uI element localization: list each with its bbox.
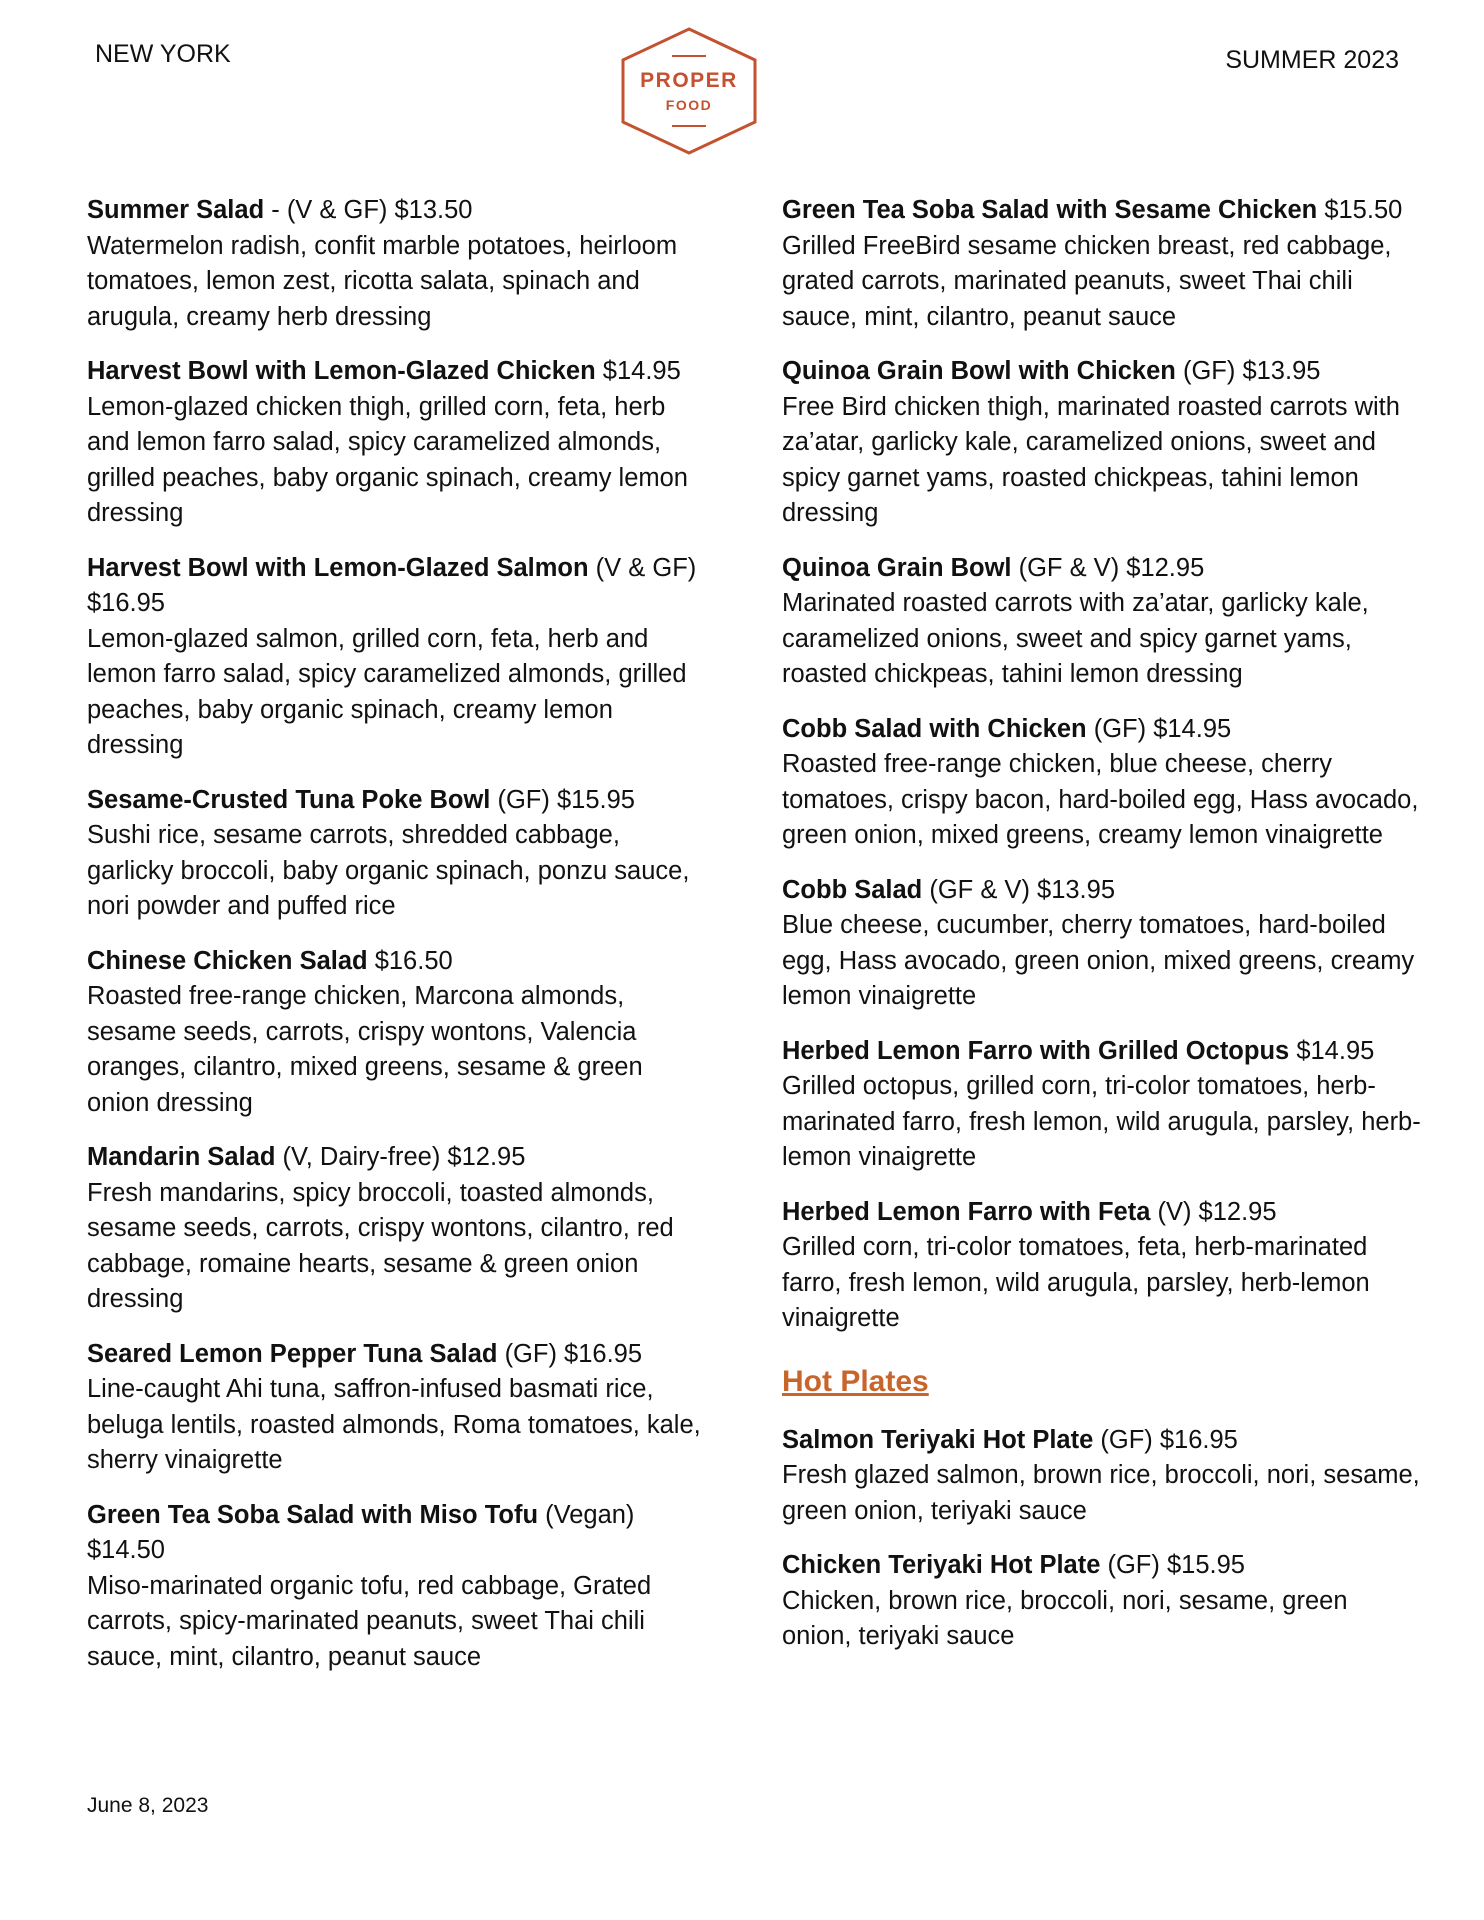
menu-item-name: Quinoa Grain Bowl xyxy=(782,553,1012,582)
menu-item-description: Grilled corn, tri-color tomatoes, feta, herb-marinated farro, fresh lemon, wild arugula, parsley, herb-lemon vinaigrette xyxy=(782,1233,1370,1332)
menu-item-price: (GF) $13.95 xyxy=(1175,357,1321,385)
menu-item-name: Cobb Salad xyxy=(782,875,923,904)
proper-food-logo xyxy=(618,26,760,156)
menu-item xyxy=(87,944,712,1122)
menu-item xyxy=(87,1140,712,1318)
menu-item-name: Summer Salad xyxy=(87,196,265,224)
menu-item xyxy=(87,551,712,764)
menu-item-price: $14.95 xyxy=(1289,1036,1375,1065)
menu-date: June 8, 2023 xyxy=(87,1794,209,1817)
menu-item-description: Fresh glazed salmon, brown rice, broccoli, nori, sesame, green onion, teriyaki sauce xyxy=(782,1461,1420,1525)
menu-item-description: Lemon-glazed chicken thigh, grilled corn, feta, herb and lemon farro salad, spicy caramelized almonds, grilled peaches, baby organic spinach, creamy lemon dressing xyxy=(87,392,688,527)
menu-item-name: Cobb Salad with Chicken xyxy=(782,714,1087,743)
menu-item xyxy=(782,873,1422,1015)
menu-column-left xyxy=(87,193,712,1694)
menu-item xyxy=(782,1195,1422,1337)
menu-item-description: Grilled octopus, grilled corn, tri-color tomatoes, herb-marinated farro, fresh lemon, wild arugula, parsley, herb-lemon vinaigrette xyxy=(782,1072,1421,1171)
menu-item xyxy=(782,1423,1422,1530)
menu-item-description: Free Bird chicken thigh, marinated roasted carrots with za’atar, garlicky kale, caramelized onions, sweet and spicy garnet yams, roasted chickpeas, tahini lemon dressing xyxy=(782,392,1400,527)
menu-item xyxy=(782,193,1422,335)
location-label: NEW YORK xyxy=(95,40,231,68)
hot-plates-list xyxy=(782,1423,1422,1655)
menu-item-price: $14.95 xyxy=(595,357,681,385)
menu-item-name: Seared Lemon Pepper Tuna Salad xyxy=(87,1339,498,1368)
menu-item xyxy=(87,193,712,335)
menu-item-name: Herbed Lemon Farro with Grilled Octopus xyxy=(782,1036,1290,1065)
menu-item-name: Quinoa Grain Bowl with Chicken xyxy=(782,357,1176,385)
menu-item-price: $16.50 xyxy=(367,946,453,975)
menu-item-description: Roasted free-range chicken, blue cheese, cherry tomatoes, crispy bacon, hard-boiled egg, Hass avocado, green onion, mixed greens, creamy lemon vinaigrette xyxy=(782,750,1419,849)
menu-item-price: (GF & V) $13.95 xyxy=(922,875,1116,904)
menu-item-description: Chicken, brown rice, broccoli, nori, sesame, green onion, teriyaki sauce xyxy=(782,1586,1348,1650)
menu-item xyxy=(782,1548,1422,1655)
menu-item-price: (GF) $16.95 xyxy=(497,1339,643,1368)
menu-item-description: Lemon-glazed salmon, grilled corn, feta, herb and lemon farro salad, spicy caramelized almonds, grilled peaches, baby organic spinach, creamy lemon dressing xyxy=(87,624,687,759)
menu-item-price: (V) $12.95 xyxy=(1150,1197,1277,1226)
menu-item-price: (GF) $15.95 xyxy=(1100,1551,1245,1579)
menu-item-price: (Vegan) $14.50 xyxy=(87,1500,635,1564)
menu-item-price: (GF) $16.95 xyxy=(1093,1425,1238,1454)
menu-item xyxy=(87,1498,712,1676)
logo-word-food: FOOD xyxy=(665,97,713,113)
menu-item xyxy=(782,551,1422,693)
menu-item-description: Sushi rice, sesame carrots, shredded cabbage, garlicky broccoli, baby organic spinach, ponzu sauce, nori powder and puffed rice xyxy=(87,821,690,920)
menu-item-price: (GF & V) $12.95 xyxy=(1011,553,1205,582)
menu-item xyxy=(782,354,1422,532)
menu-items-right xyxy=(782,193,1422,1337)
menu-item-description: Blue cheese, cucumber, cherry tomatoes, hard-boiled egg, Hass avocado, green onion, mixed greens, creamy lemon vinaigrette xyxy=(782,911,1415,1010)
menu-item-name: Sesame-Crusted Tuna Poke Bowl xyxy=(87,785,491,814)
logo-word-proper: PROPER xyxy=(640,69,738,92)
season-label: SUMMER 2023 xyxy=(1225,46,1399,74)
menu-item-price: (GF) $15.95 xyxy=(490,785,635,814)
menu-item-name: Harvest Bowl with Lemon-Glazed Chicken xyxy=(87,357,596,385)
menu-item-name: Chicken Teriyaki Hot Plate xyxy=(782,1551,1101,1579)
menu-item-description: Watermelon radish, confit marble potatoes, heirloom tomatoes, lemon zest, ricotta salata, spinach and arugula, creamy herb dressing xyxy=(87,231,678,331)
menu-item-name: Herbed Lemon Farro with Feta xyxy=(782,1197,1151,1226)
menu-item-price: - (V & GF) $13.50 xyxy=(264,196,473,224)
menu-item xyxy=(782,1034,1422,1176)
menu-item-price: (V, Dairy-free) $12.95 xyxy=(275,1143,526,1171)
menu-item xyxy=(87,1337,712,1479)
menu-item xyxy=(782,712,1422,854)
menu-item-name: Mandarin Salad xyxy=(87,1143,276,1171)
menu-item-description: Marinated roasted carrots with za’atar, garlicky kale, caramelized onions, sweet and spicy garnet yams, roasted chickpeas, tahini lemon dressing xyxy=(782,589,1369,688)
menu-item-name: Harvest Bowl with Lemon-Glazed Salmon xyxy=(87,553,589,582)
menu-item-description: Fresh mandarins, spicy broccoli, toasted almonds, sesame seeds, carrots, crispy wontons, cilantro, red cabbage, romaine hearts, sesame & green onion dressing xyxy=(87,1178,674,1313)
menu-item-description: Roasted free-range chicken, Marcona almonds, sesame seeds, carrots, crispy wontons, Valencia oranges, cilantro, mixed greens, sesame & green onion dressing xyxy=(87,982,643,1117)
menu-item-description: Line-caught Ahi tuna, saffron-infused basmati rice, beluga lentils, roasted almonds, Roma tomatoes, kale, sherry vinaigrette xyxy=(87,1375,701,1474)
menu-item xyxy=(87,354,712,532)
menu-item-description: Miso-marinated organic tofu, red cabbage, Grated carrots, spicy-marinated peanuts, sweet Thai chili sauce, mint, cilantro, peanut sauce xyxy=(87,1571,652,1671)
menu-column-right xyxy=(782,193,1422,1674)
menu-item xyxy=(87,783,712,925)
menu-item-price: (V & GF) $16.95 xyxy=(87,553,697,617)
menu-item-name: Chinese Chicken Salad xyxy=(87,946,368,975)
menu-item-price: $15.50 xyxy=(1317,196,1403,224)
menu-item-name: Salmon Teriyaki Hot Plate xyxy=(782,1425,1094,1454)
menu-item-name: Green Tea Soba Salad with Miso Tofu xyxy=(87,1500,539,1529)
menu-item-price: (GF) $14.95 xyxy=(1086,714,1232,743)
hot-plates-heading: Hot Plates xyxy=(782,1364,929,1398)
menu-item-name: Green Tea Soba Salad with Sesame Chicken xyxy=(782,196,1318,224)
menu-item-description: Grilled FreeBird sesame chicken breast, red cabbage, grated carrots, marinated peanuts, sweet Thai chili sauce, mint, cilantro, peanut sauce xyxy=(782,231,1392,331)
